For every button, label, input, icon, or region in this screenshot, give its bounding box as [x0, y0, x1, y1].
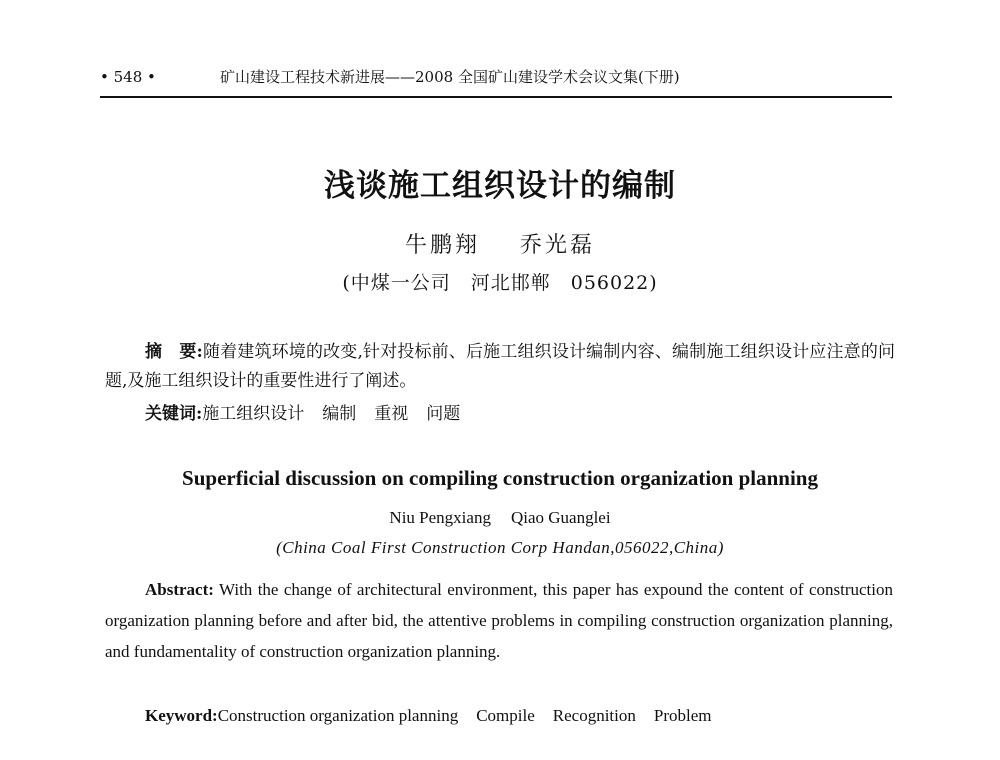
author-cn-1: 牛鹏翔 [404, 233, 480, 258]
author-en-2: Qiao Guanglei [510, 508, 611, 527]
running-header [100, 66, 890, 87]
abstract-en-label: Abstract: [145, 580, 214, 599]
paper-title-en: Superficial discussion on compiling construction organization planning [182, 466, 818, 490]
abstract-cn [105, 338, 895, 396]
paper-title-cn: 浅谈施工组织设计的编制 [324, 168, 676, 204]
authors-en [0, 508, 1000, 528]
authors-cn [0, 228, 1000, 259]
keywords-cn [145, 400, 895, 429]
keyword-en: Compile [476, 706, 535, 725]
keyword-en: Recognition [552, 706, 636, 725]
affiliation-en: (China Coal First Construction Corp Handan,056022,China) [276, 538, 724, 557]
abstract-cn-text: 随着建筑环境的改变,针对投标前、后施工组织设计编制内容、编制施工组织设计应注意的问题,及施工组织设计的重要性进行了阐述。 [105, 342, 895, 391]
keywords-cn-label: 关键词: [145, 404, 203, 424]
keyword-cn: 重视 [374, 404, 409, 424]
author-cn-2: 乔光磊 [520, 233, 596, 258]
abstract-en-text: With the change of architectural environment, this paper has expound the content of construction organization planning before and after bid, the attentive problems in compiling construction organization planning, and fundamentality of construction organization planning. [105, 580, 893, 661]
author-en-1: Niu Pengxiang [389, 508, 491, 527]
page-number: • 548 • [100, 68, 156, 86]
journal-title: 矿山建设工程技术新进展——2008 全国矿山建设学术会议文集(下册) [220, 68, 680, 86]
keyword-cn: 问题 [426, 404, 461, 424]
keyword-cn: 编制 [322, 404, 357, 424]
header-rule [100, 96, 892, 98]
affiliation-cn: (中煤一公司 河北邯郸 056022) [342, 272, 658, 294]
keyword-en: Construction organization planning [217, 706, 459, 725]
keyword-cn: 施工组织设计 [202, 404, 305, 424]
abstract-en [105, 574, 893, 667]
keywords-en-label: Keyword: [145, 706, 218, 725]
keyword-en: Problem [653, 706, 712, 725]
abstract-cn-label: 摘 要: [145, 342, 203, 362]
keywords-en [145, 700, 895, 731]
